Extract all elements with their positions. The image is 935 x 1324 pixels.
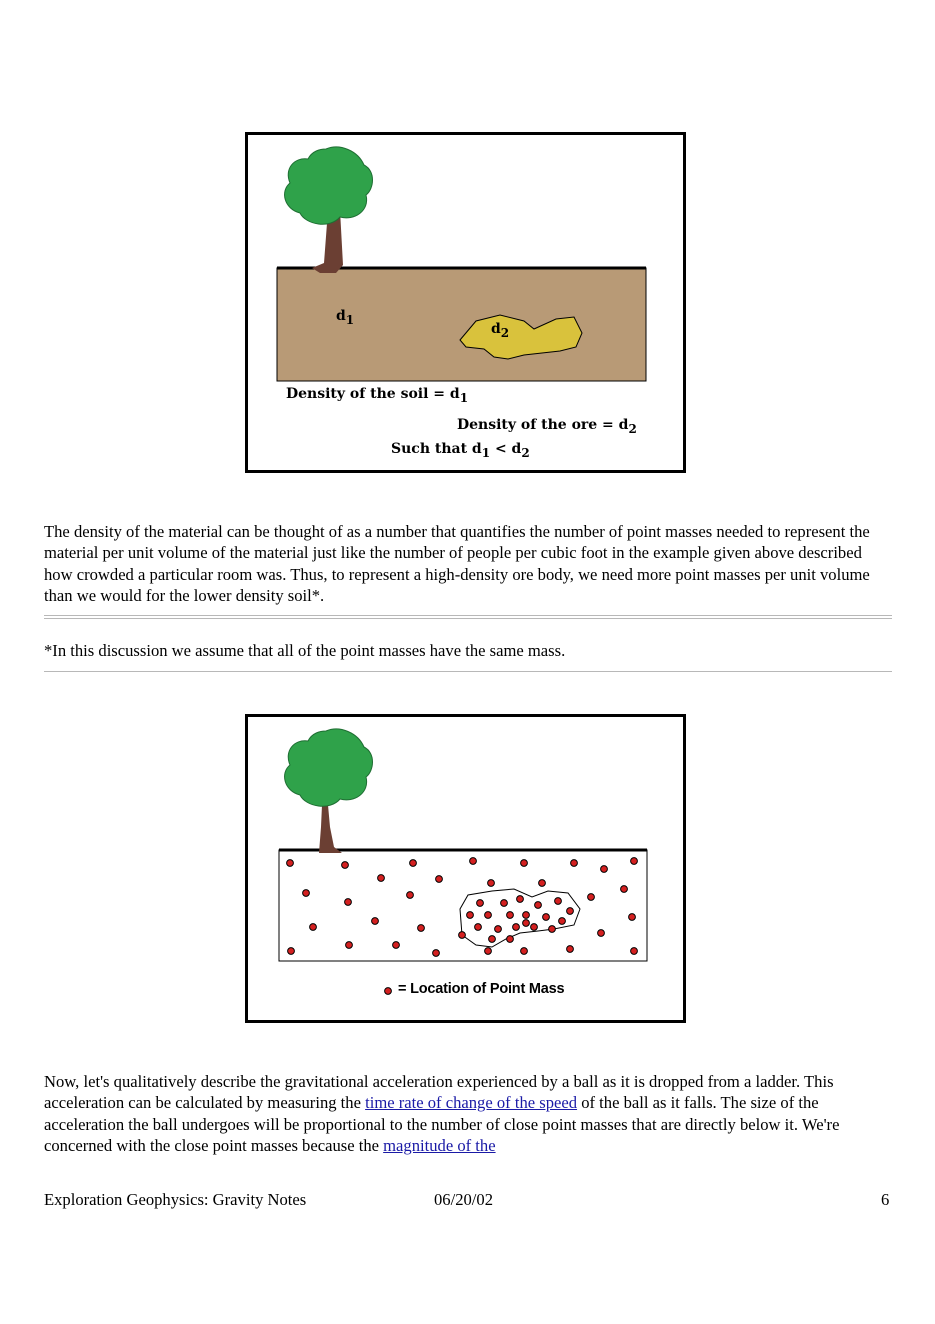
soil-density-caption: Density of the soil = $d_1$ (286, 386, 469, 405)
link-magnitude[interactable]: magnitude of the (383, 1135, 496, 1155)
tree-trunk (319, 805, 342, 853)
soil-layer (277, 268, 646, 381)
footer-date: 06/20/02 (434, 1190, 494, 1209)
footnote-divider-top (44, 615, 892, 619)
figure-point-mass-diagram (245, 714, 686, 1023)
tree-canopy (285, 729, 373, 806)
acceleration-text-a: Now, let's qualitatively describe the gravitational acceleration experienced by a ball as it is dropped from a ladder. This acceleration can be calculated by measuring the (44, 1072, 834, 1113)
footnote: *In this discussion we assume that all of the point masses have the same mass. (44, 641, 566, 660)
d2-label: $d_2$ (491, 321, 510, 340)
density-paragraph: The density of the material can be thought of as a number that quantifies the number of point masses needed to represent the material per unit volume of the material just like the number of people per cubic foot in the example given above described how crowded a particular room was. Thus, to represent a high-density ore body, we need more point masses per unit volume than we would for the lower density soil*. (44, 522, 870, 605)
acceleration-text-b: of the ball as it falls. The size of the acceleration the ball undergoes will be proportional to the number of close point masses that are directly below it. We're concerned with the close point masses because the (44, 1093, 840, 1155)
point-mass-legend: = Location of Point Mass (398, 981, 565, 997)
legend-point-mass-marker (385, 988, 392, 995)
point-mass-diagram-graphic (248, 717, 683, 1020)
footer-title: Exploration Geophysics: Gravity Notes (44, 1190, 307, 1209)
such-that-caption: Such that $d_1 < d_2$ (391, 441, 530, 460)
d1-label: $d_1$ (336, 308, 355, 327)
tree-canopy (285, 147, 373, 224)
footnote-divider-bottom (44, 671, 892, 672)
figure-density-diagram (245, 132, 686, 473)
link-time-rate-of-change[interactable]: time rate of change of the speed (365, 1093, 578, 1113)
acceleration-paragraph (44, 1071, 894, 1156)
footer-page-number: 6 (881, 1190, 890, 1209)
ore-density-caption: Density of the ore = $d_2$ (457, 417, 637, 436)
